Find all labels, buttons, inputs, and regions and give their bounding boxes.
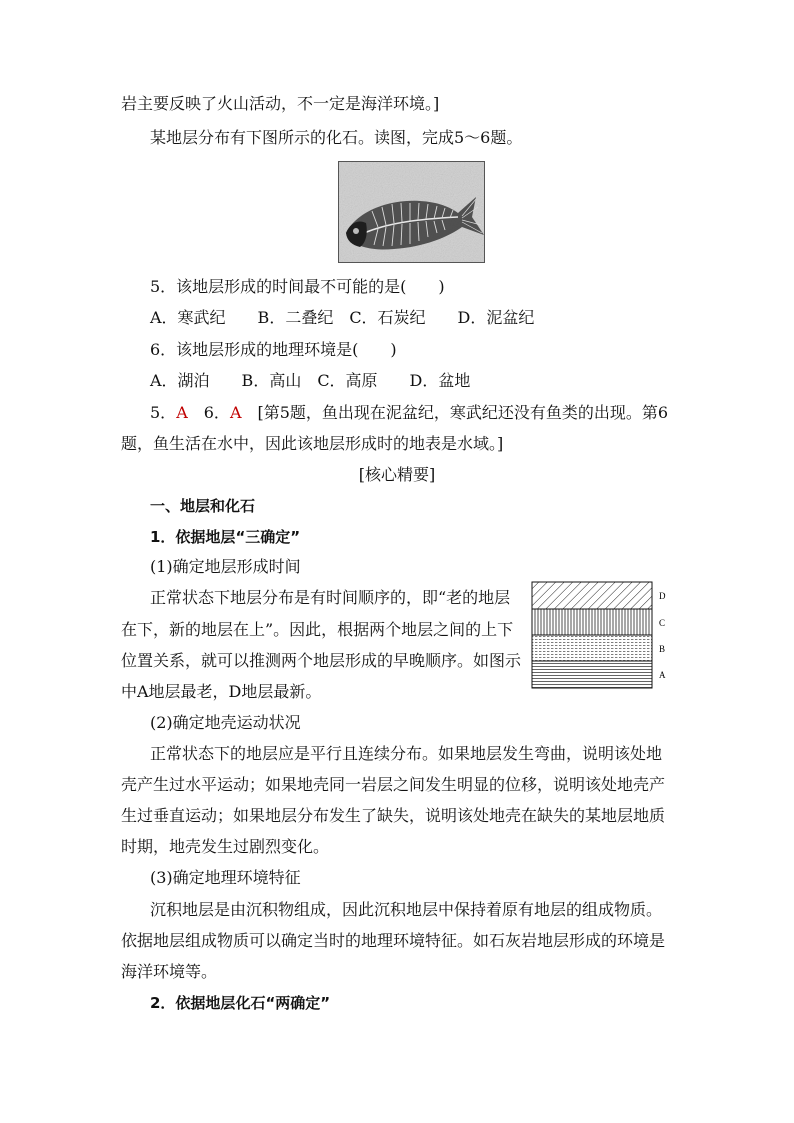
- paragraph-line: 依据地层组成物质可以确定当时的地理环境特征。如石灰岩地层形成的环境是: [121, 931, 666, 950]
- stratum-a: [532, 661, 652, 688]
- heading-1: 一、地层和化石: [150, 497, 256, 515]
- stratum-label-b: B: [659, 644, 666, 654]
- paragraph-line: 正常状态下的地层应是平行且连续分布。如果地层发生弯曲，说明该处地: [150, 744, 663, 763]
- stratum-label-a: A: [659, 670, 666, 680]
- question-6-options: A．湖泊 B．高山 C．高原 D．盆地: [150, 371, 471, 390]
- section-title: [核心精要]: [358, 465, 436, 484]
- paragraph-line: 时期，地壳发生过剧烈变化。: [121, 837, 330, 856]
- heading-3: 2．依据地层化石“两确定”: [150, 994, 331, 1012]
- subheading-2: (2)确定地壳运动状况: [150, 713, 301, 732]
- answer-explanation: [第5题，鱼出现在泥盆纪，寒武纪还没有鱼类的出现。第6: [241, 403, 669, 422]
- answer-5-label: 5．: [150, 403, 177, 422]
- question-5-options: A．寒武纪 B．二叠纪 C．石炭纪 D．泥盆纪: [150, 308, 535, 327]
- stratum-b: [532, 635, 652, 661]
- text-line: 岩主要反映了火山活动，不一定是海洋环境。]: [121, 94, 440, 113]
- heading-2: 1．依据地层“三确定”: [150, 528, 301, 546]
- stratum-c: [532, 609, 652, 635]
- paragraph-line: 位置关系，就可以推测两个地层形成的早晚顺序。如图示: [121, 651, 522, 670]
- paragraph-line: 中A地层最老，D地层最新。: [121, 682, 322, 701]
- paragraph-line: 海洋环境等。: [121, 962, 218, 981]
- paragraph-line: 沉积地层是由沉积物组成，因此沉积地层中保持着原有地层的组成物质。: [150, 900, 663, 919]
- paragraph-line: 在下，新的地层在上”。因此，根据两个地层之间的上下: [121, 620, 514, 639]
- answer-6-label: 6．: [187, 403, 230, 422]
- stratum-d: [532, 582, 652, 609]
- subheading-1: (1)确定地层形成时间: [150, 557, 301, 576]
- fish-fossil-image: [338, 161, 485, 263]
- question-6: 6．该地层形成的地理环境是( ): [150, 340, 397, 359]
- answer-6-value: A: [229, 403, 242, 422]
- subheading-3: (3)确定地理环境特征: [150, 868, 301, 887]
- answer-explanation-cont: 题，鱼生活在水中，因此该地层形成时的地表是水域。]: [121, 434, 504, 453]
- answer-line: [150, 403, 668, 423]
- strata-diagram: [531, 581, 676, 689]
- paragraph-line: 生过垂直运动；如果地层分布发生了缺失，说明该处地壳在缺失的某地层地质: [121, 806, 666, 825]
- paragraph-line: 正常状态下地层分布是有时间顺序的，即“老的地层: [150, 588, 511, 607]
- question-5: 5．该地层形成的时间最不可能的是( ): [150, 277, 445, 296]
- paragraph-line: 壳产生过水平运动；如果地壳同一岩层之间发生明显的位移，说明该处地壳产: [121, 775, 666, 794]
- stratum-label-d: D: [659, 591, 666, 601]
- answer-5-value: A: [176, 403, 188, 422]
- text-line: 某地层分布有下图所示的化石。读图，完成5～6题。: [150, 128, 523, 147]
- stratum-label-c: C: [659, 618, 666, 628]
